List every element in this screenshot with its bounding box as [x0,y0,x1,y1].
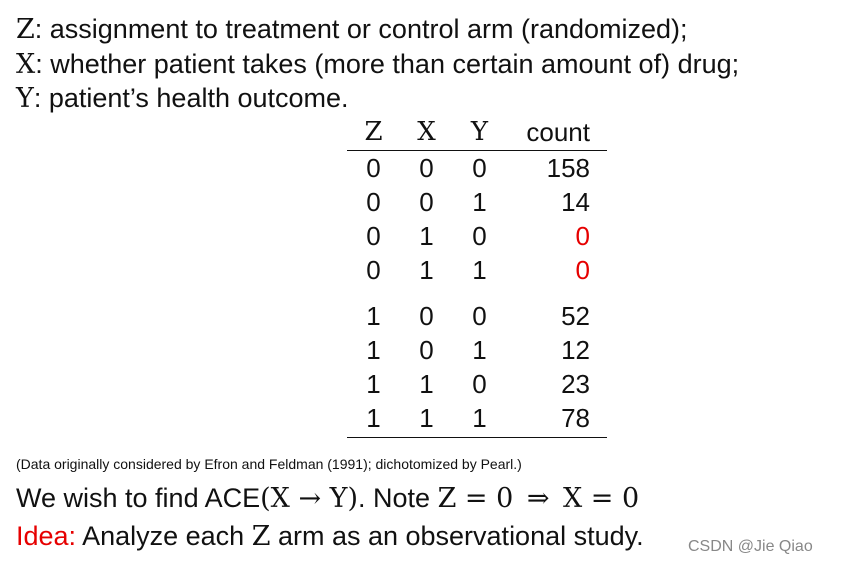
header-count: count [526,116,590,147]
cell-count: 23 [561,368,590,399]
header-x: X [417,117,436,147]
table-row [347,185,607,219]
idea-text-after: arm as an observational study. [270,521,644,551]
cell-z: 0 [366,186,381,217]
cell-y: 1 [472,402,487,433]
goal-statement [16,481,639,516]
table-row [347,299,607,333]
table-row [347,219,607,253]
cell-y: 0 [472,152,487,183]
idea-variable-z: Z [251,521,271,552]
goal-middle: . Note [358,483,438,513]
cell-z: 1 [366,334,381,365]
cell-count: 78 [561,402,590,433]
cell-count: 158 [546,152,590,183]
definition-z-text: : assignment to treatment or control arm (randomized); [34,14,688,44]
variable-z: Z [16,14,35,45]
definition-y [16,81,349,116]
cell-count: 12 [561,334,590,365]
cell-z: 1 [366,368,381,399]
cell-count-highlighted: 0 [575,220,590,251]
table-row [347,367,607,401]
variable-x: X [16,49,36,80]
cell-z: 0 [366,254,381,285]
cell-x: 1 [419,368,434,399]
definition-z [16,12,688,47]
idea-text-before: Analyze each [76,521,252,551]
cell-x: 0 [419,300,434,331]
cell-x: 0 [419,152,434,183]
cell-count: 14 [561,186,590,217]
cell-y: 0 [472,368,487,399]
cell-x: 1 [419,220,434,251]
cell-x: 1 [419,402,434,433]
table-row [347,401,607,435]
variable-y: Y [16,83,34,114]
goal-prefix: We wish to find ACE [16,483,261,513]
cell-x: 0 [419,334,434,365]
cell-z: 1 [366,402,381,433]
cell-z: 0 [366,152,381,183]
definition-y-text: : patient’s health outcome. [33,83,349,113]
cell-y: 0 [472,300,487,331]
count-table [347,114,607,438]
cell-count-highlighted: 0 [575,254,590,285]
goal-result: X = 0 [562,483,640,514]
idea-statement [16,519,644,554]
watermark: CSDN @Jie Qiao [688,538,813,555]
definition-x [16,47,739,82]
idea-label: Idea: [16,521,77,551]
goal-condition: Z = 0 [437,483,514,514]
table-row [347,333,607,367]
implies-symbol: ⇒ [526,483,550,514]
cell-z: 0 [366,220,381,251]
cell-z: 1 [366,300,381,331]
cell-y: 1 [472,334,487,365]
table-header-row [347,114,607,150]
header-z: Z [364,117,383,147]
cell-x: 0 [419,186,434,217]
cell-y: 1 [472,254,487,285]
definition-x-text: : whether patient takes (more than certain amount of) drug; [35,49,740,79]
table-row [347,151,607,185]
table-bottom-rule [347,437,607,438]
cell-x: 1 [419,254,434,285]
table-row [347,253,607,287]
cell-y: 0 [472,220,487,251]
goal-ace-argument: (X → Y) [260,483,359,514]
header-y: Y [470,117,489,147]
cell-count: 52 [561,300,590,331]
data-source-note: (Data originally considered by Efron and Feldman (1991); dichotomized by Pearl.) [16,456,522,472]
cell-y: 1 [472,186,487,217]
